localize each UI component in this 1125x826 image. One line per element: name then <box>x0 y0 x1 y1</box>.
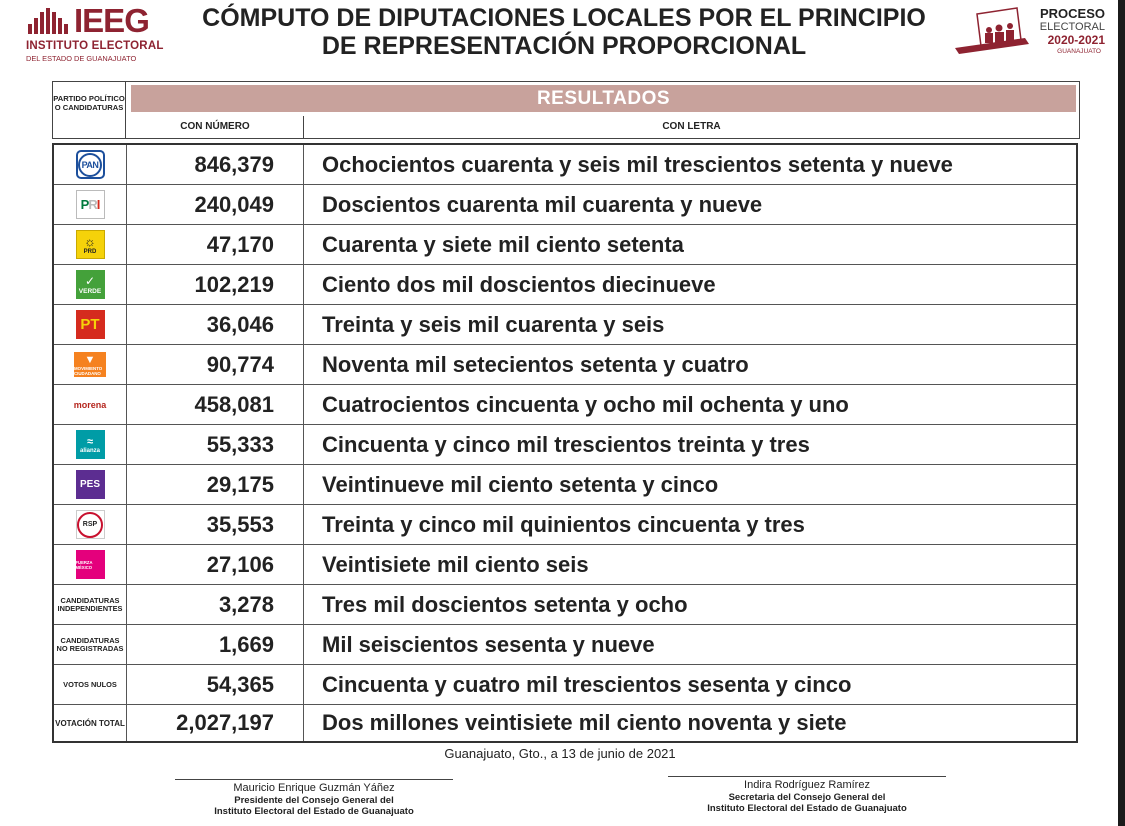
party-cell <box>54 265 127 304</box>
party-cell <box>54 345 127 384</box>
votes-number: 458,081 <box>127 385 304 424</box>
unregistered-candidates-label: CANDIDATURAS NO REGISTRADAS <box>56 635 124 653</box>
votes-letter: Veintinueve mil ciento setenta y cinco <box>322 472 719 497</box>
proceso-label: PROCESO <box>1039 6 1105 21</box>
table-row <box>54 585 1076 625</box>
pes-logo-text: PES <box>79 479 100 490</box>
party-cell <box>54 505 127 544</box>
party-cell <box>54 625 127 664</box>
fuerza-mexico-logo-icon <box>76 550 105 579</box>
votes-number: 90,774 <box>127 345 304 384</box>
title-line1: CÓMPUTO DE DIPUTACIONES LOCALES POR EL PRINCIPIO <box>202 4 926 32</box>
signature-line-left <box>175 779 453 780</box>
null-votes-label: VOTOS NULOS <box>63 679 117 689</box>
signer-institution-right: Instituto Electoral del Estado de Guanajuato <box>707 803 907 814</box>
header-letter-column: CON LETRA <box>662 121 721 132</box>
eagle-icon: ▼ <box>84 353 96 366</box>
title-line2: DE REPRESENTACIÓN PROPORCIONAL <box>321 32 807 60</box>
votes-letter: Mil seiscientos sesenta y nueve <box>322 632 655 657</box>
votes-letter: Treinta y seis mil cuarenta y seis <box>322 312 665 337</box>
party-cell <box>54 425 127 464</box>
pan-logo-icon <box>76 150 105 179</box>
table-row-total <box>54 705 1076 741</box>
party-cell <box>54 185 127 224</box>
mc-logo-text: MOVIMIENTO CIUDADANO <box>74 365 103 376</box>
votes-letter: Noventa mil setecientos setenta y cuatro <box>322 352 749 377</box>
results-band: RESULTADOS <box>131 85 1076 112</box>
ballot-box-icon <box>955 6 1033 56</box>
header-party-column: PARTIDO POLÍTICO O CANDIDATURAS <box>53 82 126 138</box>
votes-number: 36,046 <box>127 305 304 344</box>
signer-role-right: Secretaria del Consejo General del <box>728 792 886 803</box>
table-header <box>52 81 1080 139</box>
fxm-logo-text: FUERZA MÉXICO <box>75 559 93 570</box>
table-row <box>54 665 1076 705</box>
party-cell <box>54 465 127 504</box>
ieeg-name-line2: DEL ESTADO DE GUANAJUATO <box>26 54 137 63</box>
pri-logo-icon: P R I <box>76 190 105 219</box>
table-row <box>54 465 1076 505</box>
votes-number: 54,365 <box>127 665 304 704</box>
votes-number: 29,175 <box>127 465 304 504</box>
votes-number: 3,278 <box>127 585 304 624</box>
votes-number: 47,170 <box>127 225 304 264</box>
signer-name-right: Indira Rodríguez Ramírez <box>744 779 870 791</box>
verde-logo-icon <box>76 270 105 299</box>
pt-logo-text: PT <box>80 316 100 333</box>
prd-logo-text: PRD <box>83 248 97 255</box>
nueva-alianza-logo-icon <box>76 430 105 459</box>
votes-number: 240,049 <box>127 185 304 224</box>
votes-letter: Dos millones veintisiete mil ciento noventa y siete <box>322 710 847 735</box>
votes-letter: Cuatrocientos cincuenta y ocho mil ochenta y uno <box>322 392 849 417</box>
ieeg-logo <box>26 2 166 64</box>
proceso-electoral-logo <box>955 6 1105 58</box>
votes-letter: Tres mil doscientos setenta y ocho <box>322 592 688 617</box>
window-edge <box>1118 0 1125 826</box>
votes-letter: Ochocientos cuarenta y seis mil trescientos setenta y nueve <box>322 152 953 177</box>
votes-letter: Cincuenta y cinco mil trescientos treinta y tres <box>322 432 810 457</box>
place-date: Guanajuato, Gto., a 13 de junio de 2021 <box>444 746 676 761</box>
ieeg-wordmark: IEEG <box>74 2 149 39</box>
signer-institution-left: Instituto Electoral del Estado de Guanajuato <box>214 806 414 817</box>
signer-name-left: Mauricio Enrique Guzmán Yáñez <box>233 782 395 794</box>
ieeg-bars-icon <box>28 8 72 34</box>
table-row <box>54 185 1076 225</box>
sun-icon: ☼ <box>84 233 96 249</box>
party-cell <box>54 145 127 184</box>
signature-left <box>165 782 463 817</box>
morena-logo-icon <box>60 390 120 419</box>
results-table <box>52 81 1080 744</box>
votes-letter: Cincuenta y cuatro mil trescientos sesenta y cinco <box>322 672 852 697</box>
swoosh-icon: ≈ <box>86 435 94 448</box>
party-cell <box>54 305 127 344</box>
votes-letter: Ciento dos mil doscientos diecinueve <box>322 272 716 297</box>
votes-number: 27,106 <box>127 545 304 584</box>
table-row <box>54 505 1076 545</box>
pes-logo-icon <box>76 470 105 499</box>
period-label: 2020-2021 <box>1047 33 1105 47</box>
state-label: GUANAJUATO <box>1057 48 1101 55</box>
table-row <box>54 545 1076 585</box>
table-row <box>54 225 1076 265</box>
header-number-column: CON NÚMERO <box>127 116 304 138</box>
table-row <box>54 265 1076 305</box>
morena-logo-text: morena <box>73 399 107 410</box>
party-cell <box>54 705 127 741</box>
ieeg-name-line1: INSTITUTO ELECTORAL <box>26 40 164 52</box>
table-row <box>54 625 1076 665</box>
independent-candidates-label: CANDIDATURAS INDEPENDIENTES <box>57 595 123 613</box>
votes-number: 55,333 <box>127 425 304 464</box>
table-row <box>54 145 1076 185</box>
toucan-icon: ✓ <box>84 273 96 288</box>
votes-number: 102,219 <box>127 265 304 304</box>
votes-letter: Treinta y cinco mil quinientos cincuenta y tres <box>322 512 805 537</box>
votes-letter: Doscientos cuarenta mil cuarenta y nueve <box>322 192 763 217</box>
party-cell <box>54 225 127 264</box>
votes-number: 846,379 <box>127 145 304 184</box>
rsp-logo-text: RSP <box>77 512 103 538</box>
electoral-label: ELECTORAL <box>1039 21 1105 33</box>
table-row <box>54 345 1076 385</box>
verde-logo-text: VERDE <box>78 287 102 295</box>
votes-number: 1,669 <box>127 625 304 664</box>
votes-number: 2,027,197 <box>127 705 304 741</box>
party-cell <box>54 665 127 704</box>
signature-right <box>658 779 956 814</box>
table-row <box>54 425 1076 465</box>
party-cell <box>54 385 127 424</box>
table-row <box>54 305 1076 345</box>
prd-logo-icon <box>76 230 105 259</box>
signer-role-left: Presidente del Consejo General del <box>234 795 394 806</box>
party-cell <box>54 545 127 584</box>
party-cell <box>54 585 127 624</box>
table-row <box>54 385 1076 425</box>
page-title <box>170 4 958 60</box>
rsp-logo-icon <box>76 510 105 539</box>
total-votes-label: VOTACIÓN TOTAL <box>55 718 125 728</box>
signature-line-right <box>668 776 946 777</box>
pt-logo-icon <box>76 310 105 339</box>
votes-letter: Veintisiete mil ciento seis <box>322 552 589 577</box>
votes-letter: Cuarenta y siete mil ciento setenta <box>322 232 684 257</box>
pan-logo-text: PAN <box>78 153 102 177</box>
alianza-logo-text: alianza <box>79 447 100 454</box>
table-body <box>52 143 1078 743</box>
votes-number: 35,553 <box>127 505 304 544</box>
movimiento-ciudadano-logo-icon <box>74 352 106 377</box>
